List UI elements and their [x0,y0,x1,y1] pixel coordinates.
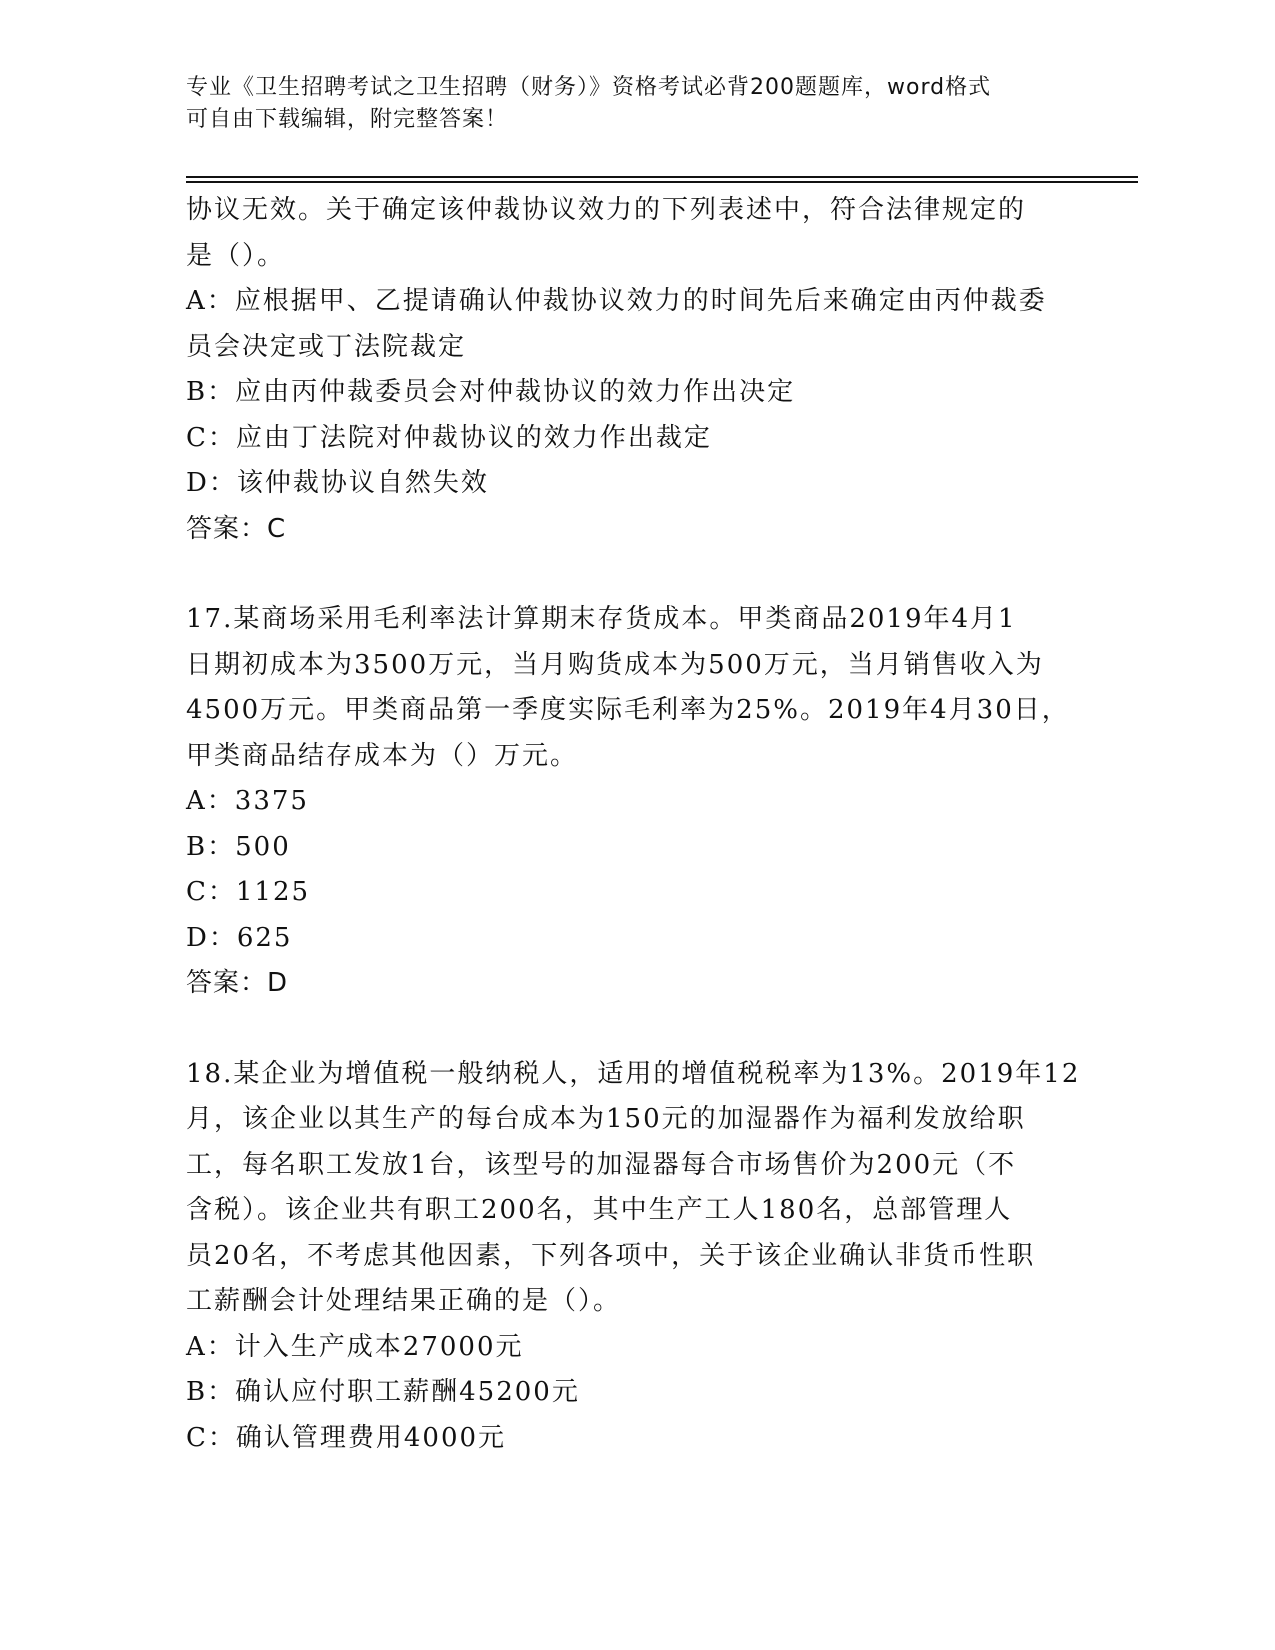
option-a-line: 员会决定或丁法院裁定 [186,331,467,362]
option-b: B：500 [186,831,291,862]
option-b: B：确认应付职工薪酬45200元 [186,1377,580,1407]
question-stem-line: 工，每名职工发放1台，该型号的加湿器每合市场售价为200元（不 [186,1149,1017,1180]
header-title-line-2: 可自由下载编辑，附完整答案！ [186,107,509,132]
option-c: C：确认管理费用4000元 [186,1422,507,1453]
option-b: B：应由丙仲裁委员会对仲裁协议的效力作出决定 [186,377,796,407]
question-stem-line: 4500万元。甲类商品第一季度实际毛利率为25%。2019年4月30日， [186,695,1070,725]
question-stem-line: 员20名，不考虑其他因素，下列各项中，关于该企业确认非货币性职 [186,1240,1036,1271]
header-divider-top [186,176,1138,178]
option-c: C：应由丁法院对仲裁协议的效力作出裁定 [186,422,712,453]
document-header [186,72,1086,136]
question-17 [186,597,1086,1007]
question-stem-line: 是（）。 [186,240,286,271]
option-a-line: A：应根据甲、乙提请确认仲裁协议效力的时间先后来确定由丙仲裁委 [186,286,1047,316]
option-a: A：计入生产成本27000元 [186,1331,524,1362]
question-spacer [186,552,1086,597]
question-stem-line: 甲类商品结存成本为（）万元。 [186,740,579,771]
header-divider-bottom [186,181,1138,183]
question-spacer [186,1007,1086,1052]
option-d: D：625 [186,922,293,953]
answer-label: 答案：C [186,513,287,544]
question-stem-line: 日期初成本为3500万元，当月购货成本为500万元，当月销售收入为 [186,649,1044,680]
question-stem-line: 含税）。该企业共有职工200名，其中生产工人180名，总部管理人 [186,1195,1013,1225]
option-c: C：1125 [186,877,311,907]
option-a: A：3375 [186,786,309,816]
question-stem-line: 工薪酬会计处理结果正确的是（）。 [186,1286,622,1316]
document-body [186,188,1086,1461]
question-stem-line: 月，该企业以其生产的每台成本为150元的加湿器作为福利发放给职 [186,1104,1026,1134]
question-18 [186,1052,1086,1462]
question-16 [186,188,1086,552]
header-title-line-1: 专业《卫生招聘考试之卫生招聘（财务）》资格考试必背200题题库，word格式 [186,75,992,100]
option-d: D：该仲裁协议自然失效 [186,468,489,498]
answer-label: 答案：D [186,968,289,998]
question-stem-line: 17.某商场采用毛利率法计算期末存货成本。甲类商品2019年4月1 [186,604,1017,634]
question-stem-line: 协议无效。关于确定该仲裁协议效力的下列表述中，符合法律规定的 [186,195,1027,225]
question-stem-line: 18.某企业为增值税一般纳税人，适用的增值税税率为13%。2019年12 [186,1058,1081,1089]
